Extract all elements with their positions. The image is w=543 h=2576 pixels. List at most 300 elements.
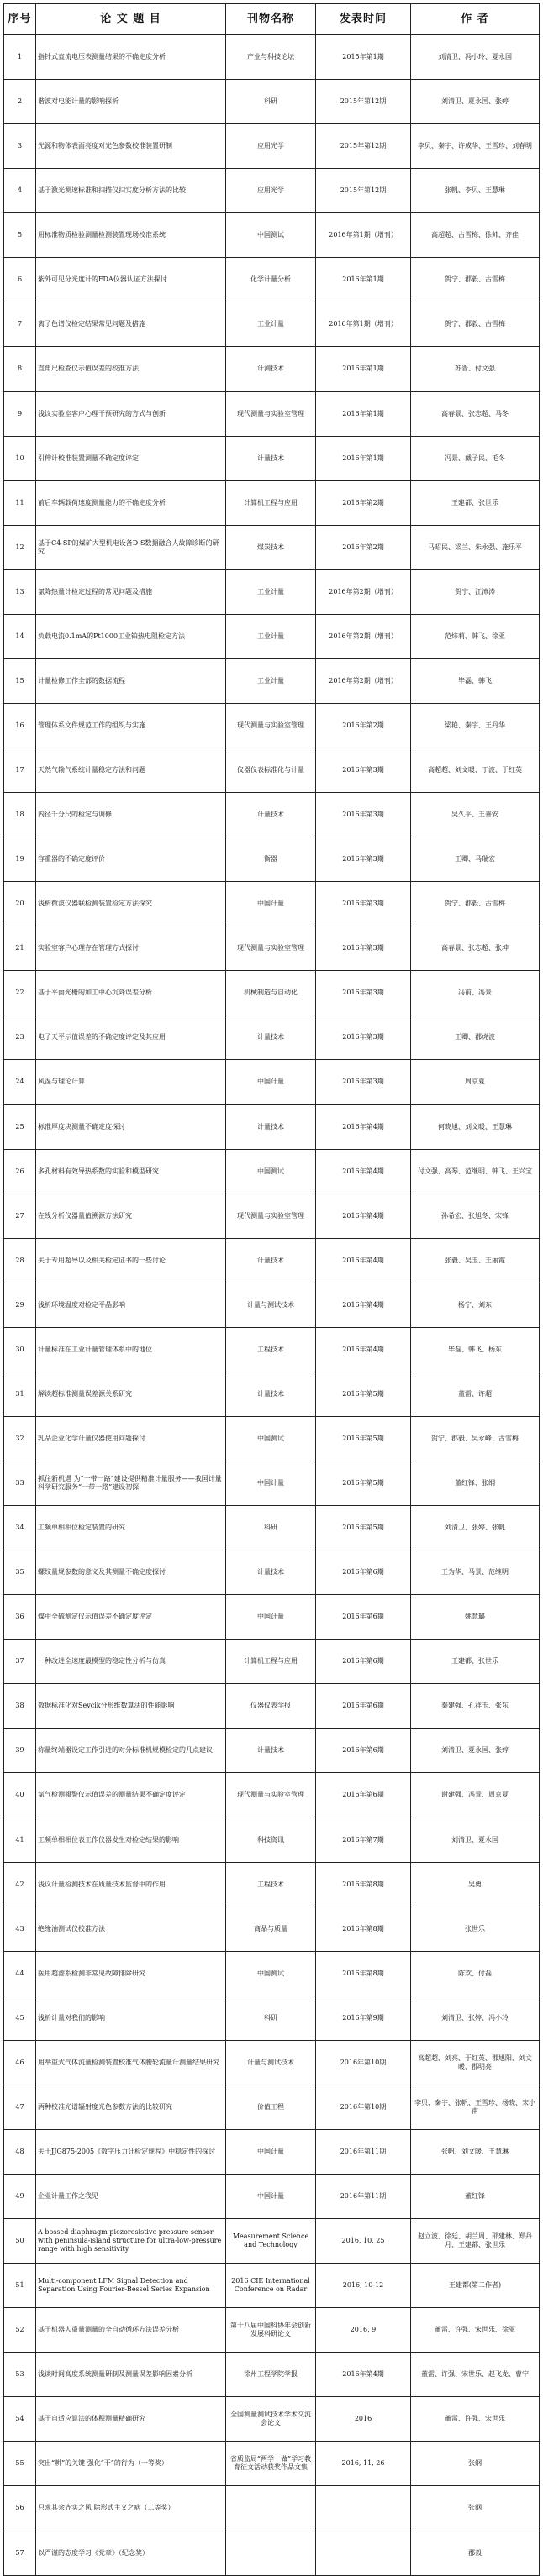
cell-journal: 工业计量 [226, 302, 316, 347]
cell-author: 高超超、刘文暖、丁波、于红英 [411, 748, 540, 793]
cell-time: 2016年第4期 [316, 1149, 411, 1194]
cell-author: 贺宁、郡毅、吴永峰、古雪梅 [411, 1416, 540, 1461]
cell-time: 2016年第10期 [316, 2085, 411, 2129]
cell-author: 吴勇 [411, 1862, 540, 1907]
table-row [4, 124, 540, 169]
cell-time: 2016年第3期 [316, 837, 411, 882]
header-journal: 刊物名称 [226, 4, 316, 35]
table-row [4, 1060, 540, 1104]
cell-time: 2016年第4期 [316, 1283, 411, 1327]
table-row [4, 2486, 540, 2531]
table-row [4, 80, 540, 124]
cell-title: 直角尺检查仪示值误差的校准方法 [36, 347, 226, 391]
cell-title: 两种校准光谱辐射度光色参数方法的比较研究 [36, 2085, 226, 2129]
cell-journal [226, 2486, 316, 2531]
cell-title: 指针式直流电压表测量结果的不确定度分析 [36, 35, 226, 80]
cell-no: 43 [4, 1907, 36, 1951]
cell-time: 2016年第5期 [316, 1416, 411, 1461]
cell-no: 26 [4, 1149, 36, 1194]
table-row [4, 658, 540, 703]
table-row [4, 703, 540, 748]
cell-no: 44 [4, 1951, 36, 1996]
header-time: 发表时间 [316, 4, 411, 35]
cell-no: 39 [4, 1729, 36, 1773]
cell-journal: 中国计量 [226, 2129, 316, 2174]
table-row [4, 2219, 540, 2264]
cell-author: 高春景、张志超、马冬 [411, 391, 540, 436]
cell-no: 14 [4, 614, 36, 658]
table-row [4, 1327, 540, 1372]
cell-no: 16 [4, 703, 36, 748]
table-row [4, 1104, 540, 1149]
cell-journal: 计量技术 [226, 1372, 316, 1416]
cell-author: 王为华、马景、范继明 [411, 1550, 540, 1595]
cell-journal: 计算机工程与应用 [226, 1640, 316, 1684]
table-row [4, 35, 540, 80]
table-row [4, 1015, 540, 1060]
cell-time: 2016年第6期 [316, 1773, 411, 1818]
cell-no: 19 [4, 837, 36, 882]
cell-author: 杨宁、刘东 [411, 1283, 540, 1327]
cell-author: 李贝、秦宇、许成华、王雪珍、刘春明 [411, 124, 540, 169]
table-row [4, 926, 540, 971]
cell-title: 基于C4-SP的煤矿大型机电设备D-S数据融合人故障诊断的研究 [36, 525, 226, 569]
cell-journal: 工程技术 [226, 1862, 316, 1907]
cell-time: 2016年第8期 [316, 1862, 411, 1907]
cell-no: 53 [4, 2353, 36, 2397]
cell-author: 梁艳、秦宇、王丹华 [411, 703, 540, 748]
table-row [4, 2175, 540, 2219]
cell-no: 28 [4, 1238, 36, 1283]
cell-time: 2016年第7期 [316, 1818, 411, 1862]
cell-author: 苏晋、付文强 [411, 347, 540, 391]
cell-title: 基于平面光栅的加工中心沉降误差分析 [36, 971, 226, 1015]
cell-title: 一种改进全速度最模型的稳定性分析与仿真 [36, 1640, 226, 1684]
cell-time: 2016 [316, 2397, 411, 2442]
cell-journal: 中国测试 [226, 1149, 316, 1194]
cell-no: 38 [4, 1684, 36, 1729]
cell-time: 2016年第4期 [316, 1327, 411, 1372]
cell-journal: 化学计量分析 [226, 258, 316, 302]
table-row [4, 1729, 540, 1773]
cell-author: 姚慧璐 [411, 1595, 540, 1640]
cell-time: 2016年第11期 [316, 2129, 411, 2174]
cell-title: 浅谈时间高度系统测量研制及测量误差影响因素分析 [36, 2353, 226, 2397]
cell-author: 马昭民、梁兰、朱永强、施乐平 [411, 525, 540, 569]
cell-no: 40 [4, 1773, 36, 1818]
cell-journal: 现代测量与实验室管理 [226, 1194, 316, 1238]
table-row [4, 213, 540, 258]
table-row [4, 614, 540, 658]
cell-journal: 计量与测试技术 [226, 2040, 316, 2085]
cell-title: 医用超滤系检测非常见故障排除研究 [36, 1951, 226, 1996]
cell-time: 2016年第1期（增刊） [316, 302, 411, 347]
table-row [4, 525, 540, 569]
cell-time: 2016年第11期 [316, 2175, 411, 2219]
cell-journal: 计量技术 [226, 1729, 316, 1773]
table-row [4, 1862, 540, 1907]
cell-time: 2016年第4期 [316, 1104, 411, 1149]
table-row [4, 1684, 540, 1729]
cell-journal: 科研 [226, 1996, 316, 2040]
cell-author: 董雷、许强、宋世乐、徐亚 [411, 2308, 540, 2353]
paper-list-table [3, 3, 540, 2576]
cell-journal: 现代测量与实验室管理 [226, 703, 316, 748]
cell-journal: 徐州工程学院学报 [226, 2353, 316, 2397]
cell-title: 关于JJG875-2005《数字压力计检定规程》中稳定性的探讨 [36, 2129, 226, 2174]
cell-no: 49 [4, 2175, 36, 2219]
cell-author: 高春景、张志超、张坤 [411, 926, 540, 971]
cell-author: 秦建强、孔祥玉、张东 [411, 1684, 540, 1729]
cell-title: 风湿与理论计算 [36, 1060, 226, 1104]
cell-journal: 仪器仪表学报 [226, 1684, 316, 1729]
cell-title: 绝缘油测试仪校准方法 [36, 1907, 226, 1951]
cell-title: 浅议计量检测技术在质量技术监督中的作用 [36, 1862, 226, 1907]
cell-journal: 应用光学 [226, 124, 316, 169]
cell-journal: Measurement Science and Technology [226, 2219, 316, 2264]
cell-no: 13 [4, 569, 36, 614]
cell-no: 24 [4, 1060, 36, 1104]
cell-author: 何晓旭、刘文暖、王慧琳 [411, 1104, 540, 1149]
cell-journal: 价值工程 [226, 2085, 316, 2129]
cell-author: 高超超、刘亮、于红英、郡旭阳、刘文暖、郡明亮 [411, 2040, 540, 2085]
cell-journal: 省质监局“两学一做”学习教育征文活动获奖作品文集 [226, 2442, 316, 2486]
cell-time: 2016年第4期 [316, 1194, 411, 1238]
cell-title: 关于专用超导以及相关检定证书的一些讨论 [36, 1238, 226, 1283]
cell-time: 2016年第3期 [316, 926, 411, 971]
cell-time: 2015年第1期 [316, 35, 411, 80]
cell-no: 48 [4, 2129, 36, 2174]
cell-title: 浅析环境温度对检定平晶影响 [36, 1283, 226, 1327]
cell-time: 2016年第3期 [316, 971, 411, 1015]
table-row [4, 1149, 540, 1194]
cell-no: 18 [4, 793, 36, 837]
cell-author: 刘清卫、张婷、冯小玲 [411, 1996, 540, 2040]
cell-no: 8 [4, 347, 36, 391]
cell-title: 基于自适应算法的体积测量精确研究 [36, 2397, 226, 2442]
cell-journal: 中国计量 [226, 2175, 316, 2219]
cell-time: 2016年第6期 [316, 1684, 411, 1729]
cell-journal: 煤炭技术 [226, 525, 316, 569]
cell-no: 55 [4, 2442, 36, 2486]
cell-time: 2016年第9期 [316, 1996, 411, 2040]
table-row [4, 1595, 540, 1640]
cell-no: 17 [4, 748, 36, 793]
cell-journal: 现代测量与实验室管理 [226, 926, 316, 971]
cell-time: 2016年第3期 [316, 882, 411, 926]
cell-journal: 中国测试 [226, 1416, 316, 1461]
cell-journal: 计量技术 [226, 1015, 316, 1060]
cell-author: 孙希宏、张旭冬、宋锋 [411, 1194, 540, 1238]
cell-author: 刘清卫、夏永国 [411, 1818, 540, 1862]
table-row [4, 1372, 540, 1416]
cell-title: 引伸计校准装置测量不确定度评定 [36, 436, 226, 480]
cell-no: 33 [4, 1461, 36, 1506]
cell-author: 刘清卫、张婷、张帆 [411, 1506, 540, 1550]
table-row [4, 1951, 540, 1996]
cell-time: 2016年第3期 [316, 1060, 411, 1104]
cell-journal: 衡器 [226, 837, 316, 882]
cell-title: 用举重式气体流量检测装置校准气体腰轮流量计测量结果研究 [36, 2040, 226, 2085]
cell-time: 2016年第5期 [316, 1461, 411, 1506]
table-row [4, 1194, 540, 1238]
table-row [4, 2531, 540, 2575]
cell-title: 电子天平示值误差的不确定度评定及其应用 [36, 1015, 226, 1060]
cell-time: 2016年第3期 [316, 793, 411, 837]
cell-author: 周京夏 [411, 1060, 540, 1104]
cell-title: 离子色谱仪检定结果常见问题及措施 [36, 302, 226, 347]
header-no: 序号 [4, 4, 36, 35]
cell-title: 浅析微波仪器联检测装置检定方法探究 [36, 882, 226, 926]
cell-journal: 工业计量 [226, 614, 316, 658]
cell-author: 张帆、刘文暖、王慧琳 [411, 2129, 540, 2174]
cell-journal: 中国计量 [226, 1461, 316, 1506]
table-row [4, 837, 540, 882]
cell-time: 2016年第2期（增刊） [316, 569, 411, 614]
cell-no: 2 [4, 80, 36, 124]
table-row [4, 748, 540, 793]
cell-no: 15 [4, 658, 36, 703]
table-row [4, 258, 540, 302]
cell-no: 3 [4, 124, 36, 169]
cell-title: 数据标准化对Sevcik分形维数算法的性能影响 [36, 1684, 226, 1729]
cell-time: 2016年第1期 [316, 436, 411, 480]
cell-journal: 应用光学 [226, 169, 316, 213]
cell-time: 2016, 10, 25 [316, 2219, 411, 2264]
cell-author: 王建都、张世乐 [411, 1640, 540, 1684]
cell-journal: 中国计量 [226, 882, 316, 926]
cell-journal [226, 2531, 316, 2575]
table-row [4, 2308, 540, 2353]
cell-title: 光源和物体表面亮度对光色参数校准装置研制 [36, 124, 226, 169]
cell-title: 企业计量工作之我见 [36, 2175, 226, 2219]
cell-author: 贺宁、江沛涛 [411, 569, 540, 614]
cell-no: 23 [4, 1015, 36, 1060]
cell-author: 范炜莉、韩飞、徐亚 [411, 614, 540, 658]
cell-no: 31 [4, 1372, 36, 1416]
cell-journal: 工程技术 [226, 1327, 316, 1372]
table-body [4, 35, 540, 2576]
cell-no: 47 [4, 2085, 36, 2129]
cell-time: 2016年第1期 [316, 258, 411, 302]
cell-time: 2016年第4期 [316, 2353, 411, 2397]
table-row [4, 1506, 540, 1550]
cell-title: 计量检修工作全部的数据流程 [36, 658, 226, 703]
cell-time: 2015年第12期 [316, 124, 411, 169]
cell-journal: 商品与质量 [226, 1907, 316, 1951]
cell-time: 2016年第6期 [316, 1729, 411, 1773]
cell-time: 2016年第2期（增刊） [316, 614, 411, 658]
cell-author: 李贝、秦宇、张帆、王雪珍、杨晓、宋小南 [411, 2085, 540, 2129]
cell-title: 氯气检测報警仪示值误差的测量结果不确定度评定 [36, 1773, 226, 1818]
table-row [4, 2442, 540, 2486]
cell-no: 10 [4, 436, 36, 480]
cell-title: 基于激光测速标准和扫描仪扫实度分析方法的比较 [36, 169, 226, 213]
cell-author: 郡毅 [411, 2531, 540, 2575]
cell-journal: 科研 [226, 1506, 316, 1550]
cell-time: 2016年第10期 [316, 2040, 411, 2085]
cell-journal: 机械制造与自动化 [226, 971, 316, 1015]
cell-journal: 计量技术 [226, 436, 316, 480]
cell-title: 浅析计量对我们的影响 [36, 1996, 226, 2040]
cell-time: 2015年第12期 [316, 80, 411, 124]
cell-author: 毕磊、韩飞 [411, 658, 540, 703]
cell-no: 50 [4, 2219, 36, 2264]
header-author: 作 者 [411, 4, 540, 35]
cell-title: 称量终端器设定工作引进的对分标准机规模检定的几点建议 [36, 1729, 226, 1773]
cell-title: 标准厚度块测量不确定度探讨 [36, 1104, 226, 1149]
table-row [4, 169, 540, 213]
cell-no: 45 [4, 1996, 36, 2040]
cell-title: 内径千分尺的检定与调修 [36, 793, 226, 837]
cell-title: 只求其余齐实之风 除形式主义之病（二等奖） [36, 2486, 226, 2531]
cell-journal: 计量技术 [226, 1550, 316, 1595]
cell-title: 实验室客户心理存在管理方式探讨 [36, 926, 226, 971]
cell-time [316, 2486, 411, 2531]
cell-no: 6 [4, 258, 36, 302]
cell-title: 螺纹量规参数的意义及其测量不确定度探讨 [36, 1550, 226, 1595]
cell-author: 张帆、李贝、王慧琳 [411, 169, 540, 213]
cell-no: 11 [4, 480, 36, 525]
cell-title: 煤中全硫测定仪示值误差不确定度评定 [36, 1595, 226, 1640]
cell-no: 34 [4, 1506, 36, 1550]
cell-journal: 工业计量 [226, 569, 316, 614]
cell-author: 冯前、冯景 [411, 971, 540, 1015]
cell-title: 前后车辆载荷速度测量能力的不确定度分析 [36, 480, 226, 525]
table-row [4, 1238, 540, 1283]
cell-journal: 计量技术 [226, 1104, 316, 1149]
cell-time: 2015年第12期 [316, 169, 411, 213]
cell-journal: 中国测试 [226, 1951, 316, 1996]
cell-author: 付文强、高琴、范继明、韩飞、王兴宝 [411, 1149, 540, 1194]
cell-no: 27 [4, 1194, 36, 1238]
cell-no: 32 [4, 1416, 36, 1461]
cell-author: 贺宁、郡毅、古雪梅 [411, 258, 540, 302]
cell-author: 王建都、张世乐 [411, 480, 540, 525]
cell-journal: 计量技术 [226, 793, 316, 837]
table-row [4, 2040, 540, 2085]
cell-time: 2016年第3期 [316, 1015, 411, 1060]
cell-time: 2016年第2期 [316, 525, 411, 569]
cell-journal: 现代测量与实验室管理 [226, 391, 316, 436]
cell-no: 5 [4, 213, 36, 258]
cell-journal: 2016 CIE International Conference on Radar [226, 2264, 316, 2308]
cell-title: 紫外可见分光度计的FDA仪器认证方法探讨 [36, 258, 226, 302]
cell-no: 22 [4, 971, 36, 1015]
cell-author: 陈欢、付磊 [411, 1951, 540, 1996]
header-title: 论 文 题 目 [36, 4, 226, 35]
cell-author: 毕磊、韩飞、杨东 [411, 1327, 540, 1372]
table-row [4, 302, 540, 347]
cell-journal: 工业计量 [226, 658, 316, 703]
cell-journal: 计量技术 [226, 1238, 316, 1283]
cell-no: 35 [4, 1550, 36, 1595]
cell-author: 王卿、马瑞宏 [411, 837, 540, 882]
cell-no: 36 [4, 1595, 36, 1640]
cell-time: 2016年第2期 [316, 480, 411, 525]
cell-no: 46 [4, 2040, 36, 2085]
cell-title: 计量标准在工业计量管理体系中的地位 [36, 1327, 226, 1372]
cell-time: 2016年第6期 [316, 1550, 411, 1595]
cell-title: 浅议实验室客户心理干预研究的方式与创新 [36, 391, 226, 436]
table-row [4, 1818, 540, 1862]
cell-time: 2016年第6期 [316, 1640, 411, 1684]
cell-no: 20 [4, 882, 36, 926]
table-row [4, 569, 540, 614]
cell-no: 51 [4, 2264, 36, 2308]
header-row [4, 4, 540, 35]
cell-no: 52 [4, 2308, 36, 2353]
cell-journal: 计算机工程与应用 [226, 480, 316, 525]
table-row [4, 1283, 540, 1327]
cell-journal: 计量与测试技术 [226, 1283, 316, 1327]
cell-time: 2016, 9 [316, 2308, 411, 2353]
cell-time: 2016年第1期 [316, 347, 411, 391]
cell-journal: 计测技术 [226, 347, 316, 391]
cell-title: 工频单相相位表工作仪器发生对检定结果的影响 [36, 1818, 226, 1862]
table-row [4, 2397, 540, 2442]
cell-no: 41 [4, 1818, 36, 1862]
cell-no: 9 [4, 391, 36, 436]
table-row [4, 793, 540, 837]
cell-no: 57 [4, 2531, 36, 2575]
table-row [4, 2085, 540, 2129]
cell-no: 7 [4, 302, 36, 347]
paper-list-table-container [3, 3, 539, 2576]
cell-title: 基于机器人重量测量的全自动循环方法误差分析 [36, 2308, 226, 2353]
cell-author: 刘清卫、夏永国、张婷 [411, 80, 540, 124]
table-row [4, 347, 540, 391]
cell-title: 负载电流0.1mA的Pt1000工业铂热电阻检定方法 [36, 614, 226, 658]
cell-title: 天然气输气系统计量稳定方法和问题 [36, 748, 226, 793]
cell-author: 谢建强、冯景、周京夏 [411, 1773, 540, 1818]
cell-time: 2016年第5期 [316, 1372, 411, 1416]
table-row [4, 480, 540, 525]
cell-journal: 中国测试 [226, 213, 316, 258]
cell-author: 吴久平、王善安 [411, 793, 540, 837]
cell-time: 2016年第3期 [316, 748, 411, 793]
cell-title: A bossed diaphragm piezoresistive pressure sensor with peninsula-island structure for ultra-low-pressure range with high sensitivity [36, 2219, 226, 2264]
cell-journal: 仪器仪表标准化与计量 [226, 748, 316, 793]
cell-journal: 全国测量测试技术学术交流会论文 [226, 2397, 316, 2442]
table-row [4, 1461, 540, 1506]
cell-author: 董红锋 [411, 2175, 540, 2219]
cell-title: 容重器的不确定度评价 [36, 837, 226, 882]
cell-time: 2016年第1期 [316, 391, 411, 436]
cell-title: Multi-component LFM Signal Detection and Separation Using Fourier-Bessel Series Expansion [36, 2264, 226, 2308]
cell-time: 2016, 11, 26 [316, 2442, 411, 2486]
cell-time: 2016, 10-12 [316, 2264, 411, 2308]
cell-title: 解读超标准测量误差源关系研究 [36, 1372, 226, 1416]
cell-title: 管理体系文件规范工作的组织与实施 [36, 703, 226, 748]
table-row [4, 2264, 540, 2308]
cell-author: 贺宁、郡毅、古雪梅 [411, 302, 540, 347]
table-row [4, 2129, 540, 2174]
cell-author: 王卿、郡虎波 [411, 1015, 540, 1060]
cell-no: 21 [4, 926, 36, 971]
cell-time: 2016年第2期（增刊） [316, 658, 411, 703]
cell-time: 2016年第4期 [316, 1238, 411, 1283]
cell-title: 在线分析仪器量值溯源方法研究 [36, 1194, 226, 1238]
cell-no: 29 [4, 1283, 36, 1327]
table-row [4, 436, 540, 480]
table-row [4, 1640, 540, 1684]
cell-no: 42 [4, 1862, 36, 1907]
table-row [4, 971, 540, 1015]
cell-author: 赵立波、徐廷、胡兰周、邵建林、郑丹月、王建都、张世乐 [411, 2219, 540, 2264]
cell-journal: 中国计量 [226, 1060, 316, 1104]
cell-author: 董雷、许强、宋世乐、赵飞龙、曹宁 [411, 2353, 540, 2397]
